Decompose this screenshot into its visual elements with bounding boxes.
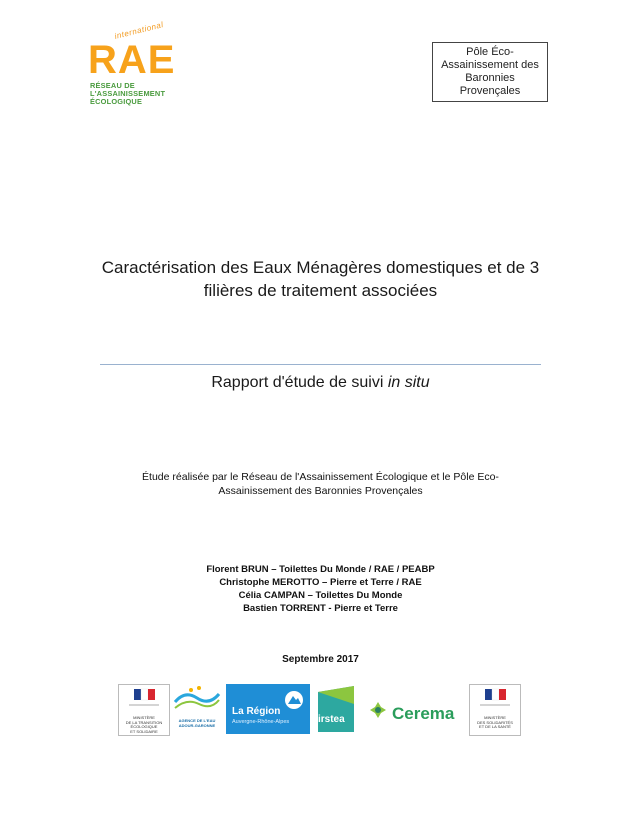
author-line: Bastien TORRENT - Pierre et Terre [243, 603, 398, 614]
title-line: Caractérisation des Eaux Ménagères domestiques et de 3 [101, 258, 540, 277]
irstea-shape-icon [316, 684, 356, 734]
author-line: Florent BRUN – Toilettes Du Monde / RAE / PEABP [206, 564, 435, 575]
cerema-name: Cerema [392, 704, 455, 723]
rae-sub-line: RÉSEAU DE [90, 81, 135, 90]
study-statement [100, 470, 541, 498]
ministry-line: MINISTÈRE [133, 715, 155, 720]
rae-logo-subtitle [90, 82, 165, 107]
ministry-line: ET DE LA SANTÉ [479, 724, 511, 730]
cerema-cross-icon [368, 700, 388, 720]
subtitle-main: Rapport d'étude de suivi [211, 374, 388, 391]
authors-list [100, 563, 541, 615]
adour-garonne-logo [171, 684, 223, 734]
document-title [60, 256, 581, 302]
pole-box-line: Provençales [459, 85, 521, 97]
irstea-logo [316, 684, 356, 734]
adour-line: ADOUR-GARONNE [178, 722, 216, 728]
rae-logo-international: international [113, 20, 165, 41]
ministry-line: ET SOLIDAIRE [130, 728, 158, 734]
study-line: Assainissement des Baronnies Provençales [218, 485, 423, 497]
ministry-health-logo [469, 684, 521, 736]
marianne-icon [470, 685, 520, 711]
adour-line: AGENCE DE L'EAU [178, 718, 216, 723]
marianne-icon [119, 685, 169, 711]
ministry-line: DES SOLIDARITÉS [477, 719, 513, 725]
water-wave-icon [171, 684, 223, 714]
ministry-line: DE LA TRANSITION [125, 719, 163, 725]
ministry-line: MINISTÈRE [484, 715, 506, 720]
publication-date: Septembre 2017 [282, 654, 359, 665]
title-divider [100, 364, 541, 365]
region-name: La Région [232, 706, 281, 717]
region-aura-logo [226, 684, 310, 734]
author-line: Christophe MEROTTO – Pierre et Terre / RAE [219, 577, 422, 588]
irstea-name: irstea [318, 714, 345, 725]
rae-logo-word: RAE [88, 38, 176, 82]
region-sub: Auvergne-Rhône-Alpes [232, 719, 290, 725]
document-subtitle [60, 374, 581, 392]
pole-box-line: Baronnies [465, 72, 515, 84]
title-line: filières de traitement associées [203, 281, 438, 300]
cerema-logo [366, 684, 468, 734]
pole-eco-box [432, 42, 548, 102]
pole-box-line: Assainissement des [441, 59, 539, 71]
mountain-icon [284, 690, 304, 710]
rae-sub-line: L'ASSAINISSEMENT [90, 89, 166, 99]
ministry-line: ÉCOLOGIQUE [130, 724, 158, 730]
rae-sub-line: ÉCOLOGIQUE [90, 97, 143, 107]
subtitle-italic: in situ [387, 374, 430, 391]
ministry-ecology-logo [118, 684, 170, 736]
pole-box-line: Pôle Éco- [466, 46, 514, 58]
study-line: Étude réalisée par le Réseau de l'Assainissement Écologique et le Pôle Eco- [142, 471, 499, 483]
author-line: Célia CAMPAN – Toilettes Du Monde [238, 590, 403, 601]
